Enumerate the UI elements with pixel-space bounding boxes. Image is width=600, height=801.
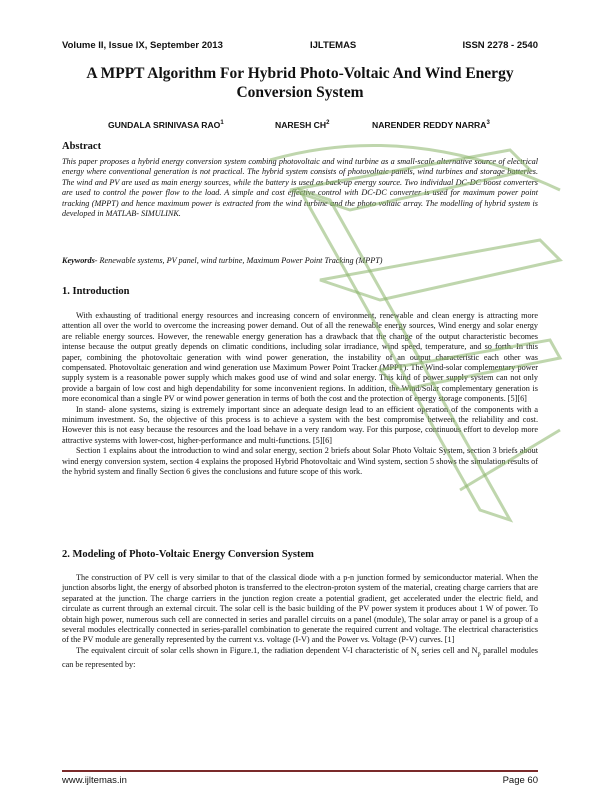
- author-3: [372, 120, 490, 130]
- section-1-para-1: With exhausting of traditional energy resources and increasing concern of environment, renewable and clean energy is attracting more attention all over the world to overcome the increasing power demand. Out of all the renewable energy sources, Wind energy and solar energy are reliable energy sources. However, the renewable energy generation has a drawback that the change of the output characteristic becomes intense because the output greatly depends on climatic conditions, including solar irradiance, wind speed, temperature, and so forth. In this paper, combining the photovoltaic generation with wind power generation, the instability of an output characteristic each other was compensated. Photovoltaic generation and wind generation use Maximum Power Point Tracker (MPPT). The Wind-solar complementary power supply system is a reasonable power supply which makes good use of wind and solar energy. This kind of power supply system can not only provide a bargain of low cost and high dependability for some inconvenient regions. In addition, the Wind/Solar complementary generation is more economical than a single PV or wind power generation in terms of both the cost and the protection of energy storage components. [5][6]: [62, 311, 538, 404]
- section-1-para-2: In stand- alone systems, sizing is extremely important since an adequate design lead to an efficient operation of the components with a minimum investment. So, the objective of this process is to achieve a system with the best compromise between the reliability and cost. However this is not easy because the resources and the load behave in a very random way. For this purpose, continuous effort to develop more attractive systems with lower-cost, higher-performance and multi-functions. [5][6]: [62, 404, 538, 445]
- author-1-affil: 1: [220, 120, 224, 127]
- abstract-text: This paper proposes a hybrid energy conversion system combing photovoltaic and wind turbine as a small-scale alternative source of electrical energy where conventional generation is not practical. The hybrid system consists of photovoltaic panels, wind turbines and storage batteries. The wind and PV are used as main energy sources, while the battery is used as back-up energy source. Two individual DC-DC boost converters are used to control the power flow to the load. A simple and cost effective control with DC-DC converter is used for maximum power point tracking (MPPT) and hence maximum power is extracted from the wind turbine and the photo voltaic array. The modelling of hybrid system is developed in MATLAB- SIMULINK.: [62, 157, 538, 219]
- title-line-2: Conversion System: [236, 84, 364, 101]
- keywords: [62, 256, 538, 266]
- section-1-para-3: Section 1 explains about the introduction to wind and solar energy, section 2 briefs about Solar Photo Voltaic System, section 3 briefs about wind energy conversion system, section 4 explains the proposed Hybrid Photovoltaic and Wind system, section 5 shows the simulation results of the hybrid system and finally Section 6 gives the conclusions and future scope of this work.: [62, 446, 538, 477]
- section-2-body: [62, 573, 538, 670]
- author-3-affil: 3: [486, 120, 490, 127]
- page-footer: [62, 770, 538, 786]
- author-2-name: NARESH CH: [275, 120, 327, 130]
- paper-title: [62, 64, 538, 102]
- section-2-heading: 2. Modeling of Photo-Voltaic Energy Conversion System: [62, 549, 314, 560]
- keywords-text: Renewable systems, PV panel, wind turbine, Maximum Power Point Tracking (MPPT): [97, 256, 383, 265]
- section-1-heading: 1. Introduction: [62, 286, 130, 297]
- volume-info: Volume II, Issue IX, September 2013: [62, 40, 223, 51]
- title-line-1: A MPPT Algorithm For Hybrid Photo-Voltaic And Wind Energy: [86, 65, 514, 82]
- page-number: Page 60: [502, 775, 538, 786]
- keywords-label: Keywords-: [62, 256, 98, 265]
- author-2-affil: 2: [326, 120, 330, 127]
- footer-url: www.ijltemas.in: [62, 775, 127, 786]
- issn: ISSN 2278 - 2540: [462, 40, 538, 51]
- section-1-body: [62, 311, 538, 478]
- abstract-heading: Abstract: [62, 141, 102, 152]
- eq-intro-mid: series cell and N: [419, 645, 478, 655]
- section-2-para-1: The construction of PV cell is very similar to that of the classical diode with a p-n junction formed by semiconductor material. When the junction absorbs light, the energy of absorbed photon is transferred to the electron-proton system of the material, creating charge carriers that are separated at the junction. The charge carriers in the junction region create a potential gradient, get accelerated under the electric field, and circulate as current through an external circuit. The solar cell is the basic building of the PV power system it produces about 1 W of power. To obtain high power, numerous such cell are connected in series and parallel circuits on a panel (module), The solar array or panel is a group of a several modules electrically connected in series-parallel combination to generate the required current and voltage. The electrical characteristics of the PV module are generally represented by the current v.s. voltage (I-V) and the Power vs. Voltage (P-V) curves. [1]: [62, 573, 538, 645]
- section-2-para-2: [62, 646, 538, 670]
- author-2: [275, 120, 329, 130]
- author-1-name: GUNDALA SRINIVASA RAO: [108, 120, 221, 130]
- eq-intro-post: parallel modules can be represented by:: [62, 645, 538, 669]
- eq-intro-sub-p: p: [477, 651, 481, 658]
- running-header: [62, 40, 538, 54]
- eq-intro-sub-s: s: [416, 651, 420, 658]
- author-3-name: NARENDER REDDY NARRA: [372, 120, 487, 130]
- author-1: [108, 120, 224, 130]
- journal-name: IJLTEMAS: [310, 40, 357, 51]
- author-list: [62, 120, 538, 134]
- eq-intro-pre: The equivalent circuit of solar cells shown in Figure.1, the radiation dependent V-I characteristic of N: [76, 645, 417, 655]
